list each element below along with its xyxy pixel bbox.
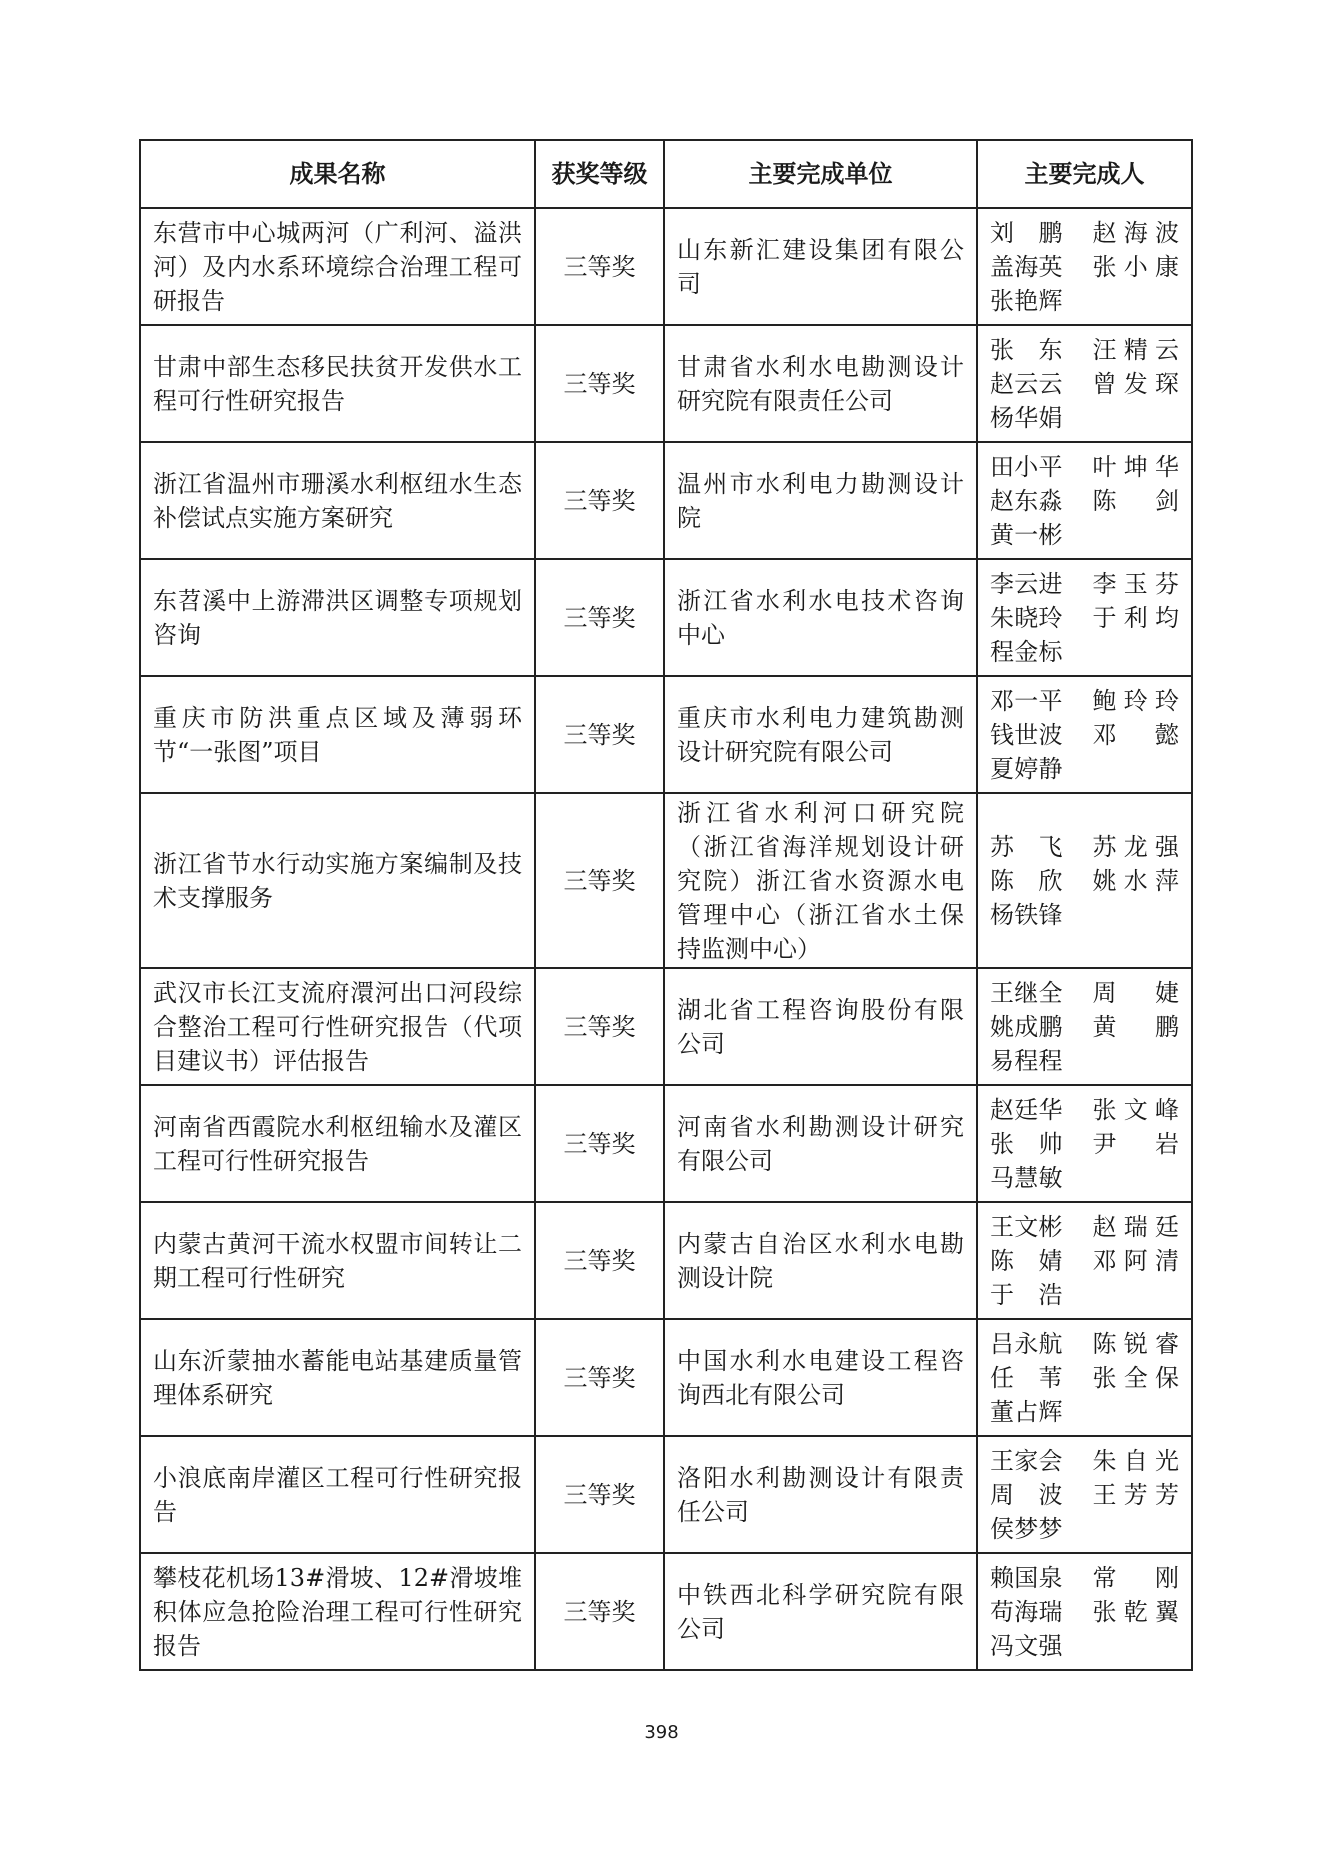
cell-award-level: 三等奖 — [535, 325, 664, 442]
table-row — [140, 559, 1192, 676]
person-name: 王文彬 — [990, 1212, 1063, 1241]
cell-project-name: 山东沂蒙抽水蓄能电站基建质量管理体系研究 — [140, 1319, 535, 1436]
person-name: 王芳芳 — [1092, 1480, 1179, 1509]
person-name: 夏婷静 — [990, 754, 1063, 783]
cell-unit: 内蒙古自治区水利水电勘测设计院 — [664, 1202, 977, 1319]
header-unit: 主要完成单位 — [664, 140, 977, 208]
person-name: 黄 鹏 — [1092, 1012, 1179, 1041]
cell-unit: 洛阳水利勘测设计有限责任公司 — [664, 1436, 977, 1553]
cell-people — [977, 793, 1192, 968]
person-name: 侯梦梦 — [990, 1514, 1063, 1543]
cell-project-name: 河南省西霞院水利枢纽输水及灌区工程可行性研究报告 — [140, 1085, 535, 1202]
person-name: 刘 鹏 — [990, 218, 1063, 247]
person-name: 汪精云 — [1092, 335, 1179, 364]
cell-project-name: 浙江省节水行动实施方案编制及技术支撑服务 — [140, 793, 535, 968]
cell-people — [977, 1553, 1192, 1670]
cell-award-level: 三等奖 — [535, 559, 664, 676]
person-name: 尹 岩 — [1092, 1129, 1179, 1158]
cell-award-level: 三等奖 — [535, 1202, 664, 1319]
cell-people — [977, 559, 1192, 676]
person-name: 张小康 — [1092, 252, 1179, 281]
person-name: 邓一平 — [990, 686, 1063, 715]
person-name: 易程程 — [990, 1046, 1063, 1075]
people-list — [990, 976, 1179, 1078]
person-name: 赖国泉 — [990, 1563, 1063, 1592]
person-name: 周 波 — [990, 1480, 1063, 1509]
cell-people — [977, 968, 1192, 1085]
cell-unit: 甘肃省水利水电勘测设计研究院有限责任公司 — [664, 325, 977, 442]
person-name: 邓阿清 — [1092, 1246, 1179, 1275]
cell-people — [977, 676, 1192, 793]
table-header-row — [140, 140, 1192, 208]
person-name: 苟海瑞 — [990, 1597, 1063, 1626]
cell-unit: 湖北省工程咨询股份有限公司 — [664, 968, 977, 1085]
cell-people — [977, 1085, 1192, 1202]
cell-project-name: 武汉市长江支流府澴河出口河段综合整治工程可行性研究报告（代项目建议书）评估报告 — [140, 968, 535, 1085]
page-number: 398 — [644, 1722, 679, 1743]
table-row — [140, 793, 1192, 968]
person-name: 苏龙强 — [1092, 832, 1179, 861]
person-name: 赵瑞廷 — [1092, 1212, 1179, 1241]
people-list — [990, 684, 1179, 786]
person-name: 张 帅 — [990, 1129, 1063, 1158]
cell-unit: 中国水利水电建设工程咨询西北有限公司 — [664, 1319, 977, 1436]
table-row — [140, 1436, 1192, 1553]
person-name: 盖海英 — [990, 252, 1063, 281]
person-name: 姚成鹏 — [990, 1012, 1063, 1041]
cell-unit: 山东新汇建设集团有限公司 — [664, 208, 977, 325]
people-list — [990, 1093, 1179, 1195]
person-name: 陈 婧 — [990, 1246, 1063, 1275]
people-list — [990, 1561, 1179, 1663]
cell-award-level: 三等奖 — [535, 676, 664, 793]
cell-award-level: 三等奖 — [535, 1436, 664, 1553]
cell-award-level: 三等奖 — [535, 968, 664, 1085]
header-name: 成果名称 — [140, 140, 535, 208]
person-name: 李云进 — [990, 569, 1063, 598]
person-name: 陈锐睿 — [1092, 1329, 1179, 1358]
person-name: 董占辉 — [990, 1397, 1063, 1426]
cell-people — [977, 208, 1192, 325]
cell-project-name: 东营市中心城两河（广利河、溢洪河）及内水系环境综合治理工程可研报告 — [140, 208, 535, 325]
table-row — [140, 1553, 1192, 1670]
cell-people — [977, 1436, 1192, 1553]
person-name: 杨华娟 — [990, 403, 1063, 432]
awards-table — [139, 139, 1193, 1671]
person-name: 于利均 — [1092, 603, 1179, 632]
person-name: 叶坤华 — [1092, 452, 1179, 481]
people-list — [990, 1210, 1179, 1312]
cell-people — [977, 1202, 1192, 1319]
person-name: 张文峰 — [1092, 1095, 1179, 1124]
person-name: 田小平 — [990, 452, 1063, 481]
header-level: 获奖等级 — [535, 140, 664, 208]
person-name: 马慧敏 — [990, 1163, 1063, 1192]
person-name: 苏 飞 — [990, 832, 1063, 861]
person-name: 李玉芬 — [1092, 569, 1179, 598]
person-name: 张乾翼 — [1092, 1597, 1179, 1626]
cell-award-level: 三等奖 — [535, 793, 664, 968]
cell-project-name: 重庆市防洪重点区域及薄弱环节“一张图”项目 — [140, 676, 535, 793]
cell-unit: 重庆市水利电力建筑勘测设计研究院有限公司 — [664, 676, 977, 793]
person-name: 王继全 — [990, 978, 1063, 1007]
person-name: 常 刚 — [1092, 1563, 1179, 1592]
cell-project-name: 东苕溪中上游滞洪区调整专项规划咨询 — [140, 559, 535, 676]
cell-award-level: 三等奖 — [535, 208, 664, 325]
cell-project-name: 攀枝花机场13#滑坡、12#滑坡堆积体应急抢险治理工程可行性研究报告 — [140, 1553, 535, 1670]
cell-award-level: 三等奖 — [535, 442, 664, 559]
person-name: 陈 剑 — [1092, 486, 1179, 515]
person-name: 钱世波 — [990, 720, 1063, 749]
cell-award-level: 三等奖 — [535, 1085, 664, 1202]
table-row — [140, 325, 1192, 442]
person-name: 朱自光 — [1092, 1446, 1179, 1475]
people-list — [990, 216, 1179, 318]
cell-people — [977, 1319, 1192, 1436]
cell-award-level: 三等奖 — [535, 1553, 664, 1670]
person-name: 赵廷华 — [990, 1095, 1063, 1124]
table-row — [140, 676, 1192, 793]
person-name: 张艳辉 — [990, 286, 1063, 315]
person-name: 鲍玲玲 — [1092, 686, 1179, 715]
table-row — [140, 1319, 1192, 1436]
person-name: 张全保 — [1092, 1363, 1179, 1392]
person-name: 吕永航 — [990, 1329, 1063, 1358]
person-name: 赵东淼 — [990, 486, 1063, 515]
person-name: 曾发琛 — [1092, 369, 1179, 398]
people-list — [990, 1327, 1179, 1429]
person-name: 朱晓玲 — [990, 603, 1063, 632]
person-name: 任 苇 — [990, 1363, 1063, 1392]
table-row — [140, 968, 1192, 1085]
cell-people — [977, 442, 1192, 559]
person-name: 冯文强 — [990, 1631, 1063, 1660]
people-list — [990, 333, 1179, 435]
cell-people — [977, 325, 1192, 442]
people-list — [990, 830, 1179, 932]
person-name: 王家会 — [990, 1446, 1063, 1475]
table-row — [140, 1202, 1192, 1319]
person-name: 赵云云 — [990, 369, 1063, 398]
person-name: 赵海波 — [1092, 218, 1179, 247]
cell-project-name: 甘肃中部生态移民扶贫开发供水工程可行性研究报告 — [140, 325, 535, 442]
cell-unit: 中铁西北科学研究院有限公司 — [664, 1553, 977, 1670]
table-row — [140, 208, 1192, 325]
person-name: 邓 懿 — [1092, 720, 1179, 749]
people-list — [990, 1444, 1179, 1546]
cell-unit: 浙江省水利河口研究院（浙江省海洋规划设计研究院）浙江省水资源水电管理中心（浙江省水土保持监测中心） — [664, 793, 977, 968]
person-name: 周 婕 — [1092, 978, 1179, 1007]
person-name: 于 浩 — [990, 1280, 1063, 1309]
person-name: 杨铁锋 — [990, 900, 1063, 929]
table-row — [140, 442, 1192, 559]
person-name: 姚水萍 — [1092, 866, 1179, 895]
cell-project-name: 小浪底南岸灌区工程可行性研究报告 — [140, 1436, 535, 1553]
header-people: 主要完成人 — [977, 140, 1192, 208]
person-name: 陈 欣 — [990, 866, 1063, 895]
cell-project-name: 浙江省温州市珊溪水利枢纽水生态补偿试点实施方案研究 — [140, 442, 535, 559]
people-list — [990, 567, 1179, 669]
cell-project-name: 内蒙古黄河干流水权盟市间转让二期工程可行性研究 — [140, 1202, 535, 1319]
cell-unit: 浙江省水利水电技术咨询中心 — [664, 559, 977, 676]
person-name: 黄一彬 — [990, 520, 1063, 549]
cell-unit: 温州市水利电力勘测设计院 — [664, 442, 977, 559]
people-list — [990, 450, 1179, 552]
cell-award-level: 三等奖 — [535, 1319, 664, 1436]
person-name: 张 东 — [990, 335, 1063, 364]
cell-unit: 河南省水利勘测设计研究有限公司 — [664, 1085, 977, 1202]
table-row — [140, 1085, 1192, 1202]
person-name: 程金标 — [990, 637, 1063, 666]
